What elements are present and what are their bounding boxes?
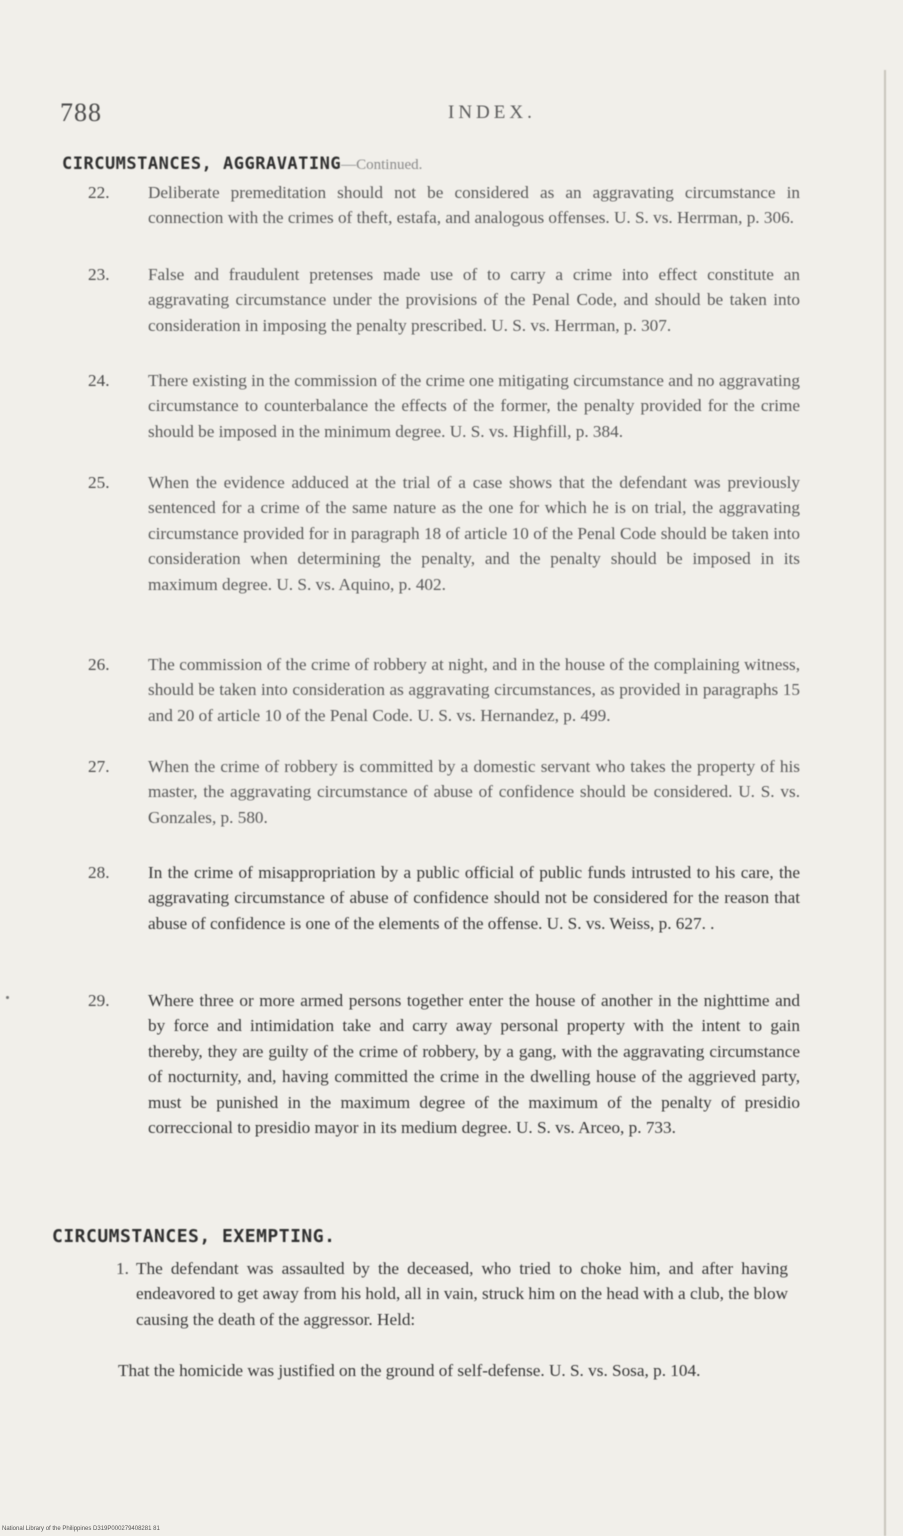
section-heading-aggravating — [62, 154, 422, 174]
entry-number: 22. — [88, 183, 110, 202]
section-heading-text: CIRCUMSTANCES, EXEMPTING. — [52, 1226, 336, 1247]
entry-number: 23. — [88, 265, 110, 284]
index-entry-28 — [88, 860, 800, 936]
entry-number: 28. — [88, 863, 110, 882]
scan-speck — [6, 996, 9, 999]
index-entry-22 — [88, 180, 800, 231]
digitization-credit: National Library of the Philippines D319P000279408281 81 — [2, 1526, 160, 1532]
index-entry-exempting-1 — [116, 1256, 788, 1332]
index-entry-26 — [88, 652, 800, 728]
entry-number: 29. — [88, 991, 110, 1010]
page-edge — [884, 70, 886, 1536]
entry-text: There existing in the commission of the crime one mitigating circumstance and no aggravating circumstance to counterbalance the effects of the former, the penalty provided for the crime should be imposed in the minimum degree. U. S. vs. Highfill, p. 384. — [148, 371, 800, 441]
running-head: INDEX. — [448, 102, 536, 123]
entry-text: When the evidence adduced at the trial of a case shows that the defendant was previously sentenced for a crime of the same nature as the one for which he is on trial, the aggravating circumstance provided for in paragraph 18 of article 10 of the Penal Code should be taken into consideration when determining the penalty, and the penalty should be imposed in its maximum degree. U. S. vs. Aquino, p. 402. — [148, 473, 800, 594]
section-heading-exempting — [52, 1226, 335, 1247]
entry-text: When the crime of robbery is committed by a domestic servant who takes the property of his master, the aggravating circumstance of abuse of confidence should be considered. U. S. vs. Gonzales, p. 580. — [148, 757, 800, 827]
index-entry-29 — [88, 988, 800, 1140]
entry-number: 24. — [88, 371, 110, 390]
page-number: 788 — [60, 98, 102, 127]
entry-text: Deliberate premeditation should not be considered as an aggravating circumstance in connection with the crimes of theft, estafa, and analogous offenses. U. S. vs. Herrman, p. 306. — [148, 183, 800, 228]
entry-number: 1. — [116, 1259, 129, 1278]
continued-label: —Continued. — [341, 157, 423, 173]
entry-text: False and fraudulent pretenses made use of to carry a crime into effect constitute an aggravating circumstance under the provisions of the Penal Code, and should be taken into consideration in imposing the penalty prescribed. U. S. vs. Herrman, p. 307. — [148, 265, 800, 335]
index-entry-25 — [88, 470, 800, 597]
index-entry-24 — [88, 368, 800, 444]
entry-number: 27. — [88, 757, 110, 776]
section-heading-text: CIRCUMSTANCES, AGGRAVATING — [62, 154, 342, 174]
index-entry-27 — [88, 754, 800, 830]
index-entry-23 — [88, 262, 800, 338]
entry-text: The defendant was assaulted by the deceased, who tried to choke him, and after having endeavored to get away from his hold, all in vain, struck him on the head with a club, the blow causing the death of the aggressor. Held: — [136, 1259, 788, 1329]
entry-number: 25. — [88, 473, 110, 492]
entry-text: In the crime of misappropriation by a public official of public funds intrusted to his care, the aggravating circumstance of abuse of confidence should not be considered for the reason that abuse of confidence is one of the elements of the offense. U. S. vs. Weiss, p. 627. . — [148, 863, 800, 933]
held-paragraph — [118, 1358, 788, 1383]
entry-text: Where three or more armed persons together enter the house of another in the nighttime and by force and intimidation take and carry away personal property with the intent to gain thereby, they are guilty of the crime of robbery, by a gang, with the aggravating circumstance of nocturnity, and, having committed the crime in the dwelling house of the aggrieved party, must be punished in the maximum degree of the maximum of the penalty of presidio correccional to presidio mayor in its medium degree. U. S. vs. Arceo, p. 733. — [148, 991, 800, 1138]
entry-text: The commission of the crime of robbery at night, and in the house of the complaining witness, should be taken into consideration as aggravating circumstances, as provided in paragraphs 15 and 20 of article 10 of the Penal Code. U. S. vs. Hernandez, p. 499. — [148, 655, 800, 725]
entry-number: 26. — [88, 655, 110, 674]
page-header — [60, 98, 820, 128]
entry-text: That the homicide was justified on the ground of self-defense. U. S. vs. Sosa, p. 104. — [118, 1361, 701, 1380]
